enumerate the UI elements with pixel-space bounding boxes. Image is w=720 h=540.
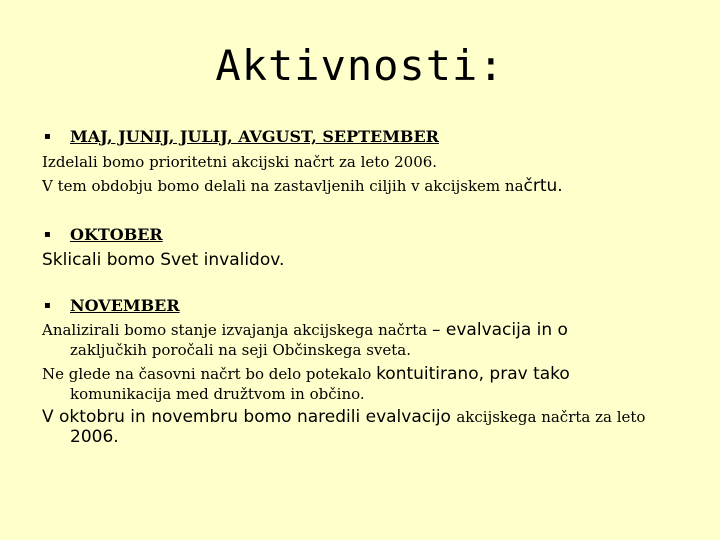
text-line (42, 176, 563, 196)
section-heading-may-september: MAJ, JUNIJ, JULIJ, AVGUST, SEPTEMBER (70, 127, 439, 146)
section-heading-row (44, 127, 439, 147)
text-run: kontuitirano, prav tako (376, 364, 570, 384)
text-line (42, 364, 570, 384)
section-heading-row (44, 225, 163, 245)
text-run: V oktobru in novembru bomo naredili evalvacijo (42, 407, 457, 427)
slide-title: Aktivnosti: (215, 41, 505, 90)
square-bullet-icon: ▪ (44, 131, 51, 142)
text-run: – evalvacija in o (432, 320, 568, 340)
text-line: 2006. (70, 427, 119, 447)
section-heading-row (44, 296, 180, 316)
text-run: Analizirali bomo stanje izvajanja akcijskega načrta (42, 321, 432, 339)
text-line: komunikacija med družtvom in občino. (70, 385, 365, 403)
square-bullet-icon: ▪ (44, 229, 51, 240)
text-line (42, 407, 645, 427)
text-run: akcijskega načrta za leto (456, 408, 646, 426)
square-bullet-icon: ▪ (44, 300, 51, 311)
text-run: črtu. (523, 176, 563, 196)
text-line: Sklicali bomo Svet invalidov. (42, 250, 285, 270)
text-run: Ne glede na časovni načrt bo delo potekalo (42, 365, 377, 383)
section-heading-november: NOVEMBER (70, 296, 180, 315)
text-line (42, 320, 568, 340)
text-run: V tem obdobju bomo delali na zastavljenih ciljih v akcijskem na (42, 177, 524, 195)
text-line: Izdelali bomo prioritetni akcijski načrt za leto 2006. (42, 153, 438, 171)
section-heading-october: OKTOBER (70, 225, 163, 244)
text-line: zaključkih poročali na seji Občinskega sveta. (70, 341, 411, 359)
